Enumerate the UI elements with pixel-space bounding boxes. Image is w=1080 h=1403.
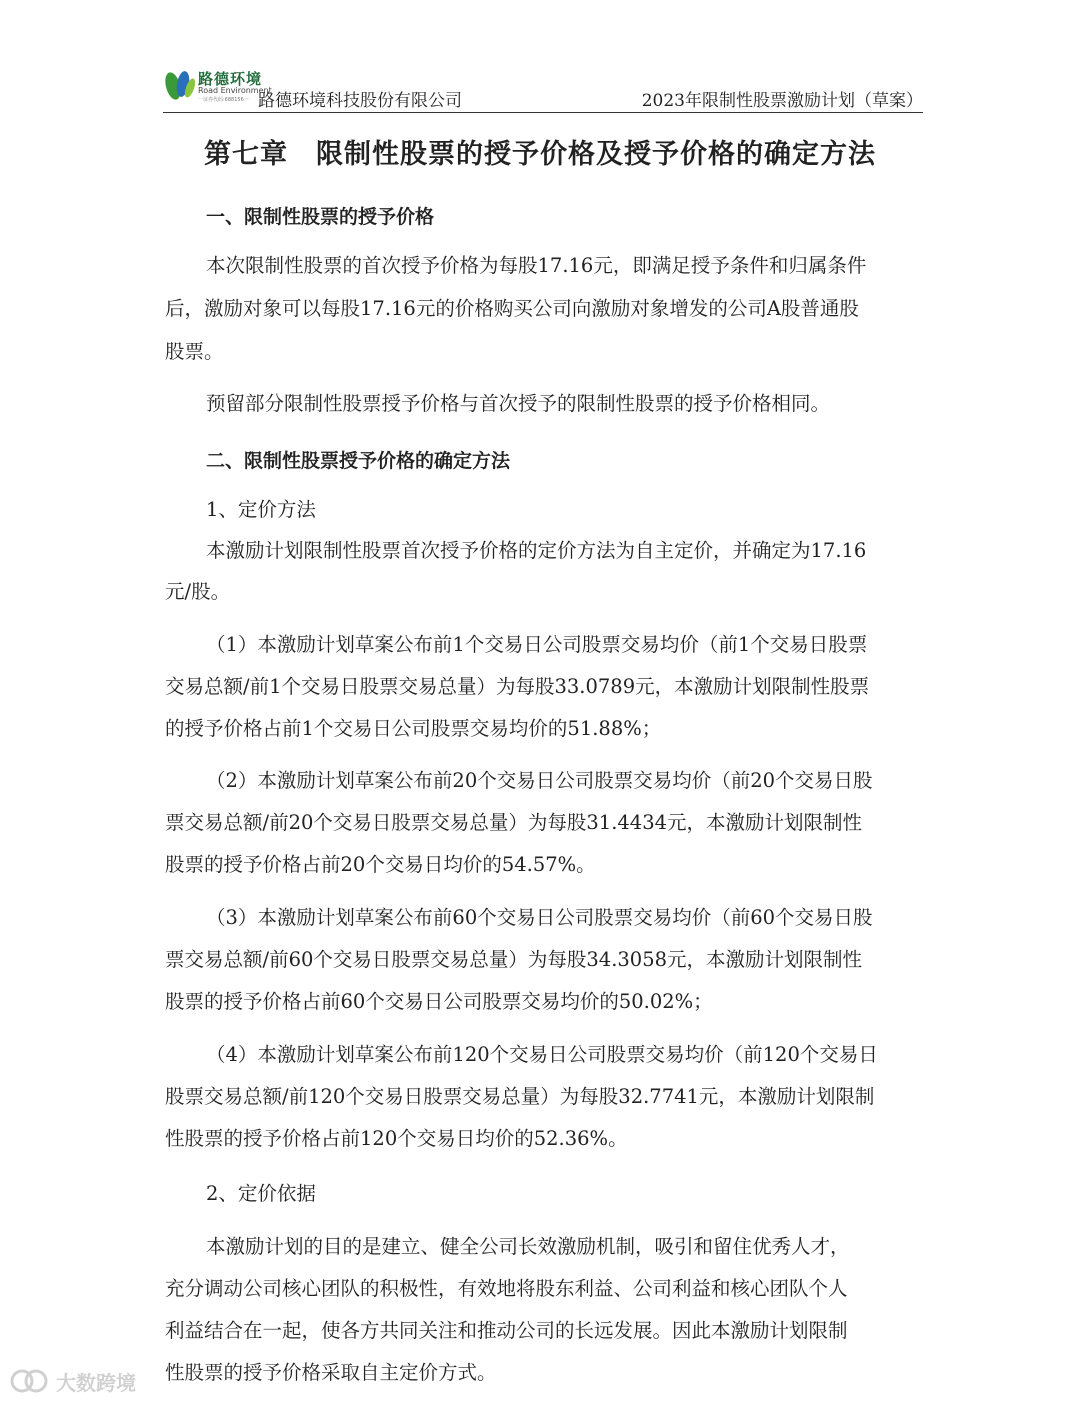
paragraph-line: 本次限制性股票的首次授予价格为每股17.16元，即满足授予条件和归属条件 [206, 254, 867, 277]
list-item-line: 票交易总额/前20个交易日股票交易总量）为每股31.4434元，本激励计划限制性 [165, 811, 863, 834]
watermark [10, 1366, 136, 1396]
list-item-line: （2）本激励计划草案公布前20个交易日公司股票交易均价（前20个交易日股 [206, 769, 873, 792]
watermark-text: 大数跨境 [56, 1370, 136, 1395]
paragraph-line: 利益结合在一起，使各方共同关注和推动公司的长远发展。因此本激励计划限制 [165, 1319, 848, 1342]
paragraph-line: 本激励计划限制性股票首次授予价格的定价方法为自主定价，并确定为17.16 [206, 539, 867, 562]
list-item-line: 股票的授予价格占前60个交易日公司股票交易均价的50.02%； [165, 990, 713, 1013]
subheading-pricing-basis: 2、定价依据 [206, 1182, 316, 1205]
list-item-line: 股票的授予价格占前20个交易日均价的54.57%。 [165, 853, 596, 876]
paragraph-line: 后，激励对象可以每股17.16元的价格购买公司向激励对象增发的公司A股普通股 [165, 297, 859, 320]
list-item-line: 票交易总额/前60个交易日股票交易总量）为每股34.3058元，本激励计划限制性 [165, 948, 863, 971]
company-name: 路德环境科技股份有限公司 [258, 91, 462, 111]
chapter-title: 第七章 限制性股票的授予价格及授予价格的确定方法 [204, 139, 876, 170]
paragraph-line: 股票。 [165, 340, 224, 363]
list-item-line: （3）本激励计划草案公布前60个交易日公司股票交易均价（前60个交易日股 [206, 906, 873, 929]
paragraph-line: 预留部分限制性股票授予价格与首次授予的限制性股票的授予价格相同。 [206, 392, 831, 415]
section-heading-1: 一、限制性股票的授予价格 [206, 206, 435, 228]
list-item-line: 交易总额/前1个交易日股票交易总量）为每股33.0789元，本激励计划限制性股票 [165, 675, 870, 698]
list-item-line: 性股票的授予价格占前120个交易日均价的52.36%。 [165, 1127, 628, 1150]
list-item-line: 股票交易总额/前120个交易日股票交易总量）为每股32.7741元，本激励计划限制 [165, 1085, 875, 1108]
logo-english-name: Road Environment [198, 86, 272, 95]
section-heading-2: 二、限制性股票授予价格的确定方法 [206, 450, 511, 472]
logo-stock-code: 一证券代码:688156一 [198, 97, 249, 103]
company-logo [163, 66, 273, 106]
paragraph-line: 性股票的授予价格采取自主定价方式。 [165, 1361, 497, 1384]
list-item-line: （4）本激励计划草案公布前120个交易日公司股票交易均价（前120个交易日 [206, 1043, 878, 1066]
subheading-pricing-method: 1、定价方法 [206, 498, 316, 521]
paragraph-line: 元/股。 [165, 580, 231, 603]
list-item-line: 的授予价格占前1个交易日公司股票交易均价的51.88%； [165, 717, 662, 740]
logo-leaf-icon [163, 68, 197, 102]
page-header [163, 66, 923, 113]
logo-chinese-name: 路德环境 [198, 70, 263, 88]
list-item-line: （1）本激励计划草案公布前1个交易日公司股票交易均价（前1个交易日股票 [206, 633, 868, 656]
plan-title: 2023年限制性股票激励计划（草案） [641, 91, 923, 111]
paragraph-line: 充分调动公司核心团队的积极性，有效地将股东利益、公司利益和核心团队个人 [165, 1277, 848, 1300]
paragraph-line: 本激励计划的目的是建立、健全公司长效激励机制，吸引和留住优秀人才， [206, 1235, 850, 1258]
watermark-logo-icon [10, 1366, 50, 1396]
